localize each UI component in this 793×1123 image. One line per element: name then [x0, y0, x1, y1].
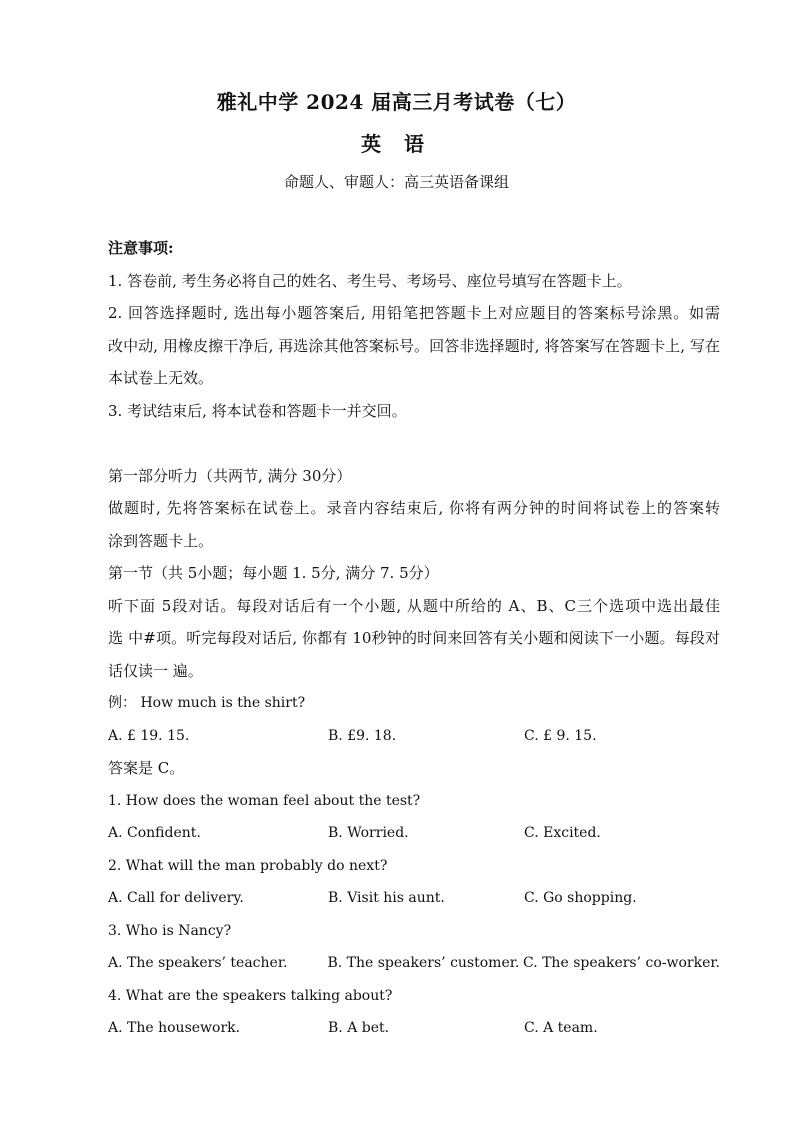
- question-3-options: [108, 947, 720, 980]
- question-2-options: [108, 882, 720, 915]
- question-4-options: [108, 1012, 720, 1045]
- exam-body: [108, 232, 720, 1045]
- question-2: 2. What will the man probably do next?: [108, 857, 388, 874]
- section1-instructions-line-2: 选 中#项。听完每段对话后, 你都有 10秒钟的时间来回答有关小题和阅读下一小题。每段对: [108, 629, 720, 647]
- option-b: B. Visit his aunt.: [328, 890, 445, 906]
- notice-item-2-line-1: 2. 回答选择题时, 选出每小题答案后, 用铅笔把答题卡上对应题目的答案标号涂黑。如需: [108, 304, 720, 322]
- option-c: C. The speakers’ co-worker.: [522, 955, 720, 971]
- notice-item-1: 1. 答卷前, 考生务必将自己的姓名、考生号、考场号、座位号填写在答题卡上。: [108, 271, 632, 290]
- option-c: C. A team.: [524, 1020, 598, 1036]
- notice-item-2-line-3: 本试卷上无效。: [108, 369, 214, 387]
- option-b: B. The speakers’ customer.: [327, 955, 520, 971]
- example-answer: 答案是 C。: [108, 759, 185, 777]
- option-c: C. Excited.: [524, 825, 601, 841]
- question-3: 3. Who is Nancy?: [108, 922, 232, 939]
- notice-item-3: 3. 考试结束后, 将本试卷和答题卡一并交回。: [108, 401, 407, 420]
- exam-title: 雅礼中学 2024 届高三月考试卷（七）: [216, 90, 577, 114]
- option-c: C. Go shopping.: [524, 890, 637, 906]
- option-a: A. Call for delivery.: [108, 890, 244, 906]
- section1-instructions-line-1: 听下面 5段对话。每段对话后有一个小题, 从题中所给的 A、B、C三个选项中选出最佳: [108, 596, 720, 615]
- section1-heading: 第一节（共 5小题；每小题 1. 5分, 满分 7. 5分）: [108, 564, 439, 582]
- part1-intro-line-1: 做题时, 先将答案标在试卷上。录音内容结束后, 你将有两分钟的时间将试卷上的答案转: [108, 499, 720, 517]
- option-a: A. The housework.: [108, 1020, 241, 1036]
- question-1: 1. How does the woman feel about the test?: [108, 792, 421, 809]
- subject-heading: 英 语: [361, 132, 432, 156]
- option-a: A. Confident.: [108, 825, 201, 841]
- spacer: [108, 427, 720, 460]
- question-4: 4. What are the speakers talking about?: [108, 987, 393, 1004]
- authors-line: 命题人、审题人：高三英语备课组: [283, 173, 509, 191]
- example-question: 例： How much is the shirt?: [108, 695, 306, 711]
- part1-intro-line-2: 涂到答题卡上。: [108, 531, 214, 550]
- section1-instructions-line-3: 话仅读一 遍。: [108, 661, 203, 680]
- option-b: B. Worried.: [328, 825, 409, 841]
- example-options: [108, 720, 720, 753]
- option-a: A. The speakers’ teacher.: [108, 955, 288, 971]
- notice-heading: 注意事项:: [108, 239, 174, 257]
- notice-item-2-line-2: 改中动, 用橡皮擦干净后, 再选涂其他答案标号。回答非选择题时, 将答案写在答题卡上, 写在: [108, 336, 720, 355]
- option-b: B. A bet.: [328, 1020, 390, 1036]
- option-c: C. £ 9. 15.: [524, 727, 597, 744]
- option-a: A. £ 19. 15.: [108, 727, 190, 744]
- question-1-options: [108, 817, 720, 850]
- part1-heading: 第一部分听力（共两节, 满分 30分）: [108, 466, 352, 485]
- option-b: B. £9. 18.: [328, 727, 397, 744]
